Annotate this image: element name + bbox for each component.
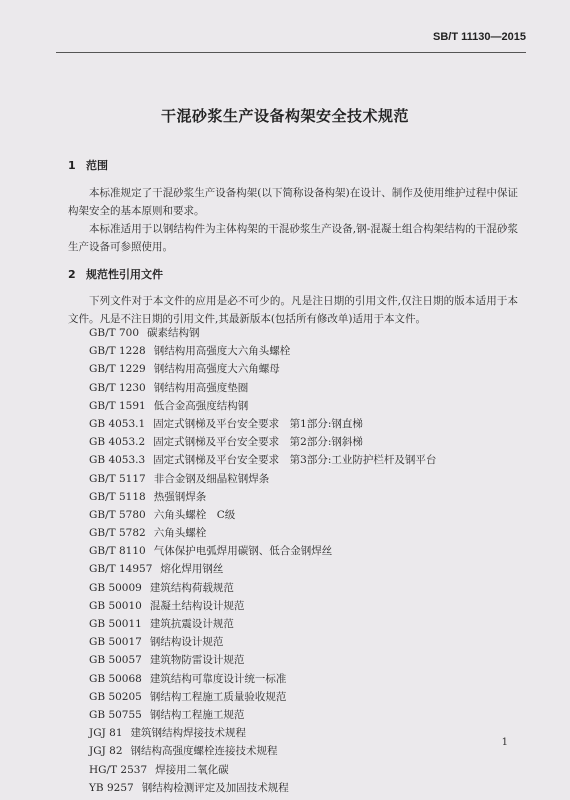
reference-item [89,379,436,397]
reference-code: GB 4053.3 [89,454,146,467]
reference-code: GB 50009 [89,581,142,594]
reference-code: GB 4053.1 [89,417,146,430]
reference-item [89,670,436,688]
reference-item [89,506,436,524]
section-heading-normative-references [68,266,163,282]
reference-code: GB/T 14957 [89,563,153,576]
reference-title: 低合金高强度结构钢 [153,399,249,412]
references-intro-paragraph: 下列文件对于本文件的应用是必不可少的。凡是注日期的引用文件,仅注日期的版本适用于本文件。凡是不注日期的引用文件,其最新版本(包括所有修改单)适用于本文件。 [68,295,518,325]
reference-title: 焊接用二氧化碳 [155,763,229,776]
reference-title: 六角头螺栓 C级 [153,508,236,521]
page-number: 1 [501,737,508,748]
reference-item [89,470,436,488]
reference-title: 固定式钢梯及平台安全要求 第3部分:工业防护栏杆及钢平台 [153,454,437,467]
reference-code: GB 50011 [89,618,142,630]
reference-item [89,706,436,724]
reference-item [89,433,436,451]
reference-item [89,524,436,542]
reference-title: 钢结构工程施工质量验收规范 [149,690,287,703]
standard-code: SB/T 11130—2015 [433,31,526,43]
reference-title: 气体保护电弧焊用碳钢、低合金钢焊丝 [153,545,333,558]
reference-list [89,324,436,797]
reference-code: GB 50057 [89,654,142,667]
reference-code: GB/T 1591 [89,399,146,412]
reference-code: HG/T 2537 [89,763,148,776]
reference-title: 建筑抗震设计规范 [149,618,234,630]
reference-code: YB 9257 [89,781,134,794]
reference-code: GB 50010 [89,599,142,612]
reference-item [89,724,436,742]
reference-item [89,597,436,615]
header-divider [56,52,526,53]
reference-code: GB 50755 [89,708,142,721]
reference-item [89,688,436,706]
reference-item [89,779,436,797]
reference-code: GB/T 1230 [89,381,146,394]
scope-paragraph-2: 本标准适用于以钢结构件为主体构架的干混砂浆生产设备,钢-混凝土组合构架结构的干混砂浆生产设备可参照使用。 [68,223,518,253]
reference-code: GB/T 5117 [89,472,146,485]
section-number: 1 [68,159,76,172]
reference-code: GB 50017 [89,636,142,649]
reference-item [89,488,436,506]
reference-title: 热强钢焊条 [153,490,207,503]
reference-item [89,633,436,651]
reference-code: GB/T 5118 [89,490,146,503]
reference-code: GB 50068 [89,672,142,685]
reference-title: 熔化焊用钢丝 [160,563,224,576]
reference-item [89,451,436,469]
reference-item [89,360,436,378]
reference-code: GB/T 8110 [89,545,146,558]
reference-title: 固定式钢梯及平台安全要求 第1部分:钢直梯 [153,417,363,430]
reference-item [89,560,436,578]
reference-title: 钢结构设计规范 [149,636,224,649]
document-title: 干混砂浆生产设备构架安全技术规范 [160,107,409,125]
section-number: 2 [68,268,76,281]
reference-code: GB 4053.2 [89,436,146,449]
reference-title: 建筑结构可靠度设计统一标准 [149,672,287,685]
section-title: 规范性引用文件 [86,268,163,281]
reference-item [89,742,436,760]
reference-title: 钢结构工程施工规范 [149,708,245,721]
reference-code: GB/T 700 [89,327,140,339]
reference-code: GB/T 5782 [89,527,146,540]
reference-item [89,397,436,415]
reference-code: JGJ 81 [89,727,123,740]
reference-title: 固定式钢梯及平台安全要求 第2部分:钢斜梯 [153,436,363,449]
reference-code: GB/T 1229 [89,363,146,376]
reference-code: GB/T 1228 [89,345,146,358]
reference-title: 混凝土结构设计规范 [149,599,245,612]
reference-title: 钢结构检测评定及加固技术规程 [141,781,289,794]
reference-item [89,651,436,669]
reference-title: 碳素结构钢 [147,327,200,339]
reference-item [89,615,436,633]
scope-paragraph-1: 本标准规定了干混砂浆生产设备构架(以下简称设备构架)在设计、制作及使用维护过程中保证构架安全的基本原则和要求。 [68,187,518,217]
reference-item [89,542,436,560]
reference-title: 钢结构用高强度大六角头螺栓 [153,345,291,358]
reference-title: 六角头螺栓 [153,527,207,540]
reference-title: 建筑钢结构焊接技术规程 [130,727,247,740]
section-heading-scope [68,157,108,173]
reference-title: 钢结构用高强度垫圈 [153,381,249,394]
reference-item [89,324,436,342]
reference-item [89,415,436,433]
reference-code: GB/T 5780 [89,508,146,521]
section-title: 范围 [86,159,108,172]
reference-title: 钢结构高强度螺栓连接技术规程 [130,745,278,758]
reference-title: 钢结构用高强度大六角螺母 [153,363,280,376]
reference-item [89,579,436,597]
reference-item [89,342,436,360]
reference-title: 建筑物防雷设计规范 [149,654,245,667]
reference-item [89,761,436,779]
reference-code: JGJ 82 [89,745,123,758]
reference-title: 非合金钢及细晶粒钢焊条 [153,472,270,485]
reference-title: 建筑结构荷载规范 [149,581,234,594]
reference-code: GB 50205 [89,690,142,703]
